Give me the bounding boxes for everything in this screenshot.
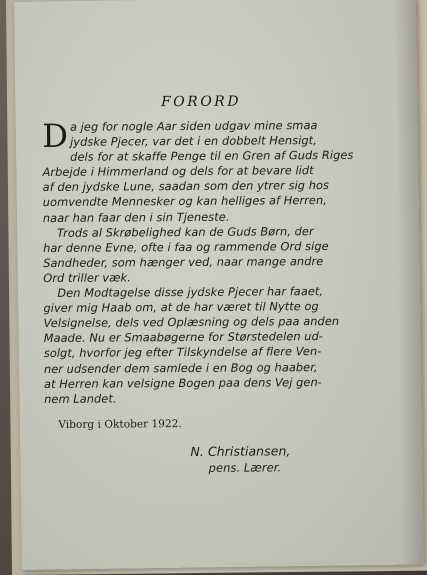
drop-cap-letter: D — [42, 116, 69, 155]
text-line: af den jydske Lune, saadan som den ytrer sig hos — [42, 178, 330, 195]
text-line: har denne Evne, ofte i faa og rammende Ord sige — [43, 238, 329, 255]
paragraph-3 — [43, 284, 362, 407]
paragraph-2 — [43, 223, 361, 286]
author-name: N. Christiansen, — [190, 443, 291, 459]
text-line: Ord triller væk. — [43, 270, 131, 285]
text-line: ner udsender dem samlede i en Bog og haaber, — [43, 359, 318, 376]
place-date-line: Viborg i Oktober 1922. — [58, 417, 182, 431]
text-line: Velsignelse, dels ved Oplæsning og dels paa anden — [43, 314, 340, 331]
text-line: naar han faar den i sin Tjeneste. — [42, 209, 230, 225]
text-line: solgt, hvorfor jeg efter Tilskyndelse af flere Ven- — [43, 344, 322, 361]
foreword-text-block — [42, 92, 363, 478]
text-line: giver mig Haab om, at de har været til Nytte og — [43, 299, 319, 316]
paragraph-1 — [42, 118, 361, 226]
text-line: Den Modtagelse disse jydske Pjecer har faaet, — [57, 284, 324, 300]
text-line: uomvendte Mennesker og kan helliges af Herren, — [42, 193, 327, 210]
author-title: pens. Lærer. — [208, 460, 282, 475]
text-line: a jeg for nogle Aar siden udgav mine smaa — [69, 118, 318, 134]
text-line: Arbejde i Himmerland og dels for at bevare lidt — [42, 163, 314, 180]
signature-block — [190, 442, 362, 477]
text-line: Maade. Nu er Smaabøgerne for Størstedelen ud- — [43, 329, 324, 346]
text-line: Trods al Skrøbelighed kan de Guds Børn, der — [56, 223, 314, 240]
text-line: Sandheder, som hænger ved, naar mange andre — [43, 253, 324, 270]
text-line: at Herren kan velsigne Bogen paa dens Vej gen- — [43, 374, 322, 391]
text-line: dels for at skaffe Penge til en Gren af Guds Riges — [70, 148, 354, 164]
page-title: FORORD — [161, 93, 242, 111]
text-line: nem Landet. — [44, 391, 117, 406]
text-line: jydske Pjecer, var det i en dobbelt Hensigt, — [70, 133, 317, 149]
